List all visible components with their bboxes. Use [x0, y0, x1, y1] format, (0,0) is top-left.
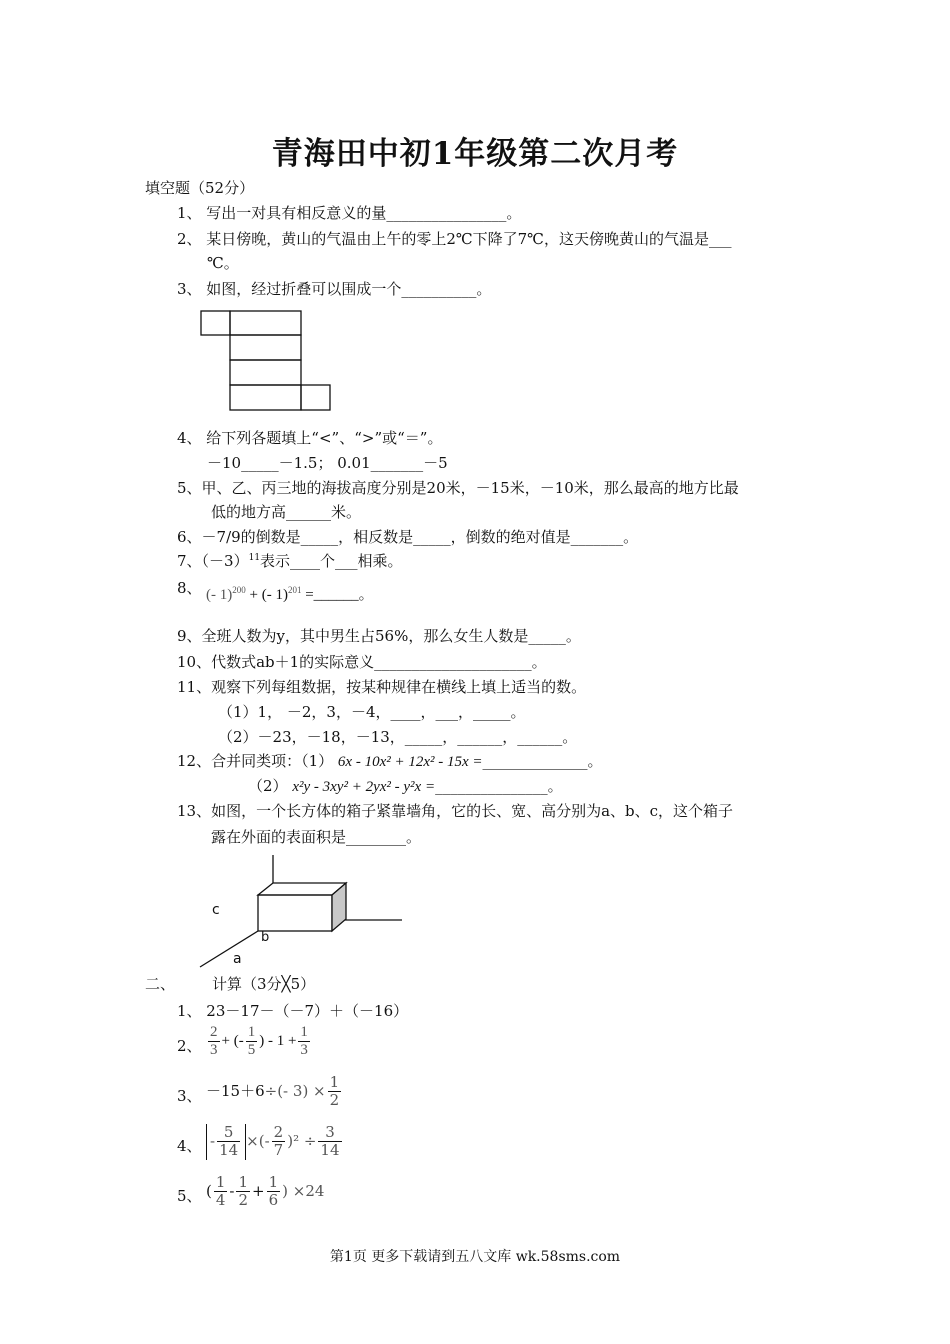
- q8-exp1: 200: [232, 585, 246, 595]
- page-title: 青海田中初1年级第二次月考: [271, 136, 679, 172]
- p2-f2-den: 5: [247, 1042, 256, 1059]
- q12-blank1: ______________。: [482, 752, 603, 770]
- p2-f3-den: 3: [300, 1042, 308, 1059]
- question-7: [177, 550, 403, 571]
- problem-2-label: 2、: [177, 1037, 202, 1055]
- problem-4-label: 4、: [177, 1137, 202, 1155]
- question-13-cont: 露在外面的表面积是________。: [211, 828, 422, 846]
- p5-f2-num: 1: [238, 1173, 249, 1191]
- page-footer: 第1页 更多下载请到五八文库 wk.58sms.com: [329, 1249, 621, 1265]
- p3-mid: ÷(- 3) ×: [264, 1081, 326, 1100]
- p4-post: )² ÷: [287, 1131, 317, 1150]
- q8-tail: =______。: [305, 587, 374, 603]
- p2-f2-num: 1: [246, 1024, 258, 1042]
- question-11: 11、观察下列每组数据，按某种规律在横线上填上适当的数。: [177, 678, 587, 696]
- question-5: 5、甲、乙、丙三地的海拔高度分别是20米，－15米，－10米，那么最高的地方比最: [177, 479, 739, 497]
- question-2-cont: ℃。: [207, 254, 239, 272]
- question-6: 6、－7/9的倒数是_____，相反数是_____，倒数的绝对值是_______。: [177, 528, 639, 546]
- question-8-label: 8、: [177, 579, 202, 597]
- p2-mid1: + (-: [221, 1033, 244, 1050]
- box-corner-diagram: [195, 855, 410, 970]
- p5-f2-den: 2: [238, 1191, 249, 1210]
- q12-blank2: _______________。: [435, 777, 563, 795]
- problem-5-expr: [206, 1174, 324, 1210]
- question-2: 2、 某日傍晚，黄山的气温由上午的零上2℃下降了7℃，这天傍晚黄山的气温是___: [177, 230, 732, 248]
- p2-f3-num: 1: [298, 1024, 310, 1042]
- question-11-part1: （1）1， －2，3，－4，____，___，_____。: [218, 703, 526, 721]
- question-9: 9、全班人数为y，其中男生占56%，那么女生人数是_____。: [177, 627, 581, 645]
- cube-net-diagram: [195, 305, 340, 415]
- question-1: 1、 写出一对具有相反意义的量________________。: [177, 204, 522, 222]
- section2-header: 计算（3分╳5）: [212, 975, 316, 993]
- q7-post: 表示____个___相乘。: [260, 552, 403, 570]
- p3-f-den: 2: [329, 1091, 340, 1110]
- q7-exp: 11: [248, 553, 261, 563]
- problem-5-label: 5、: [177, 1187, 202, 1205]
- p4-f2-num: 2: [273, 1123, 284, 1141]
- q7-pre: 7、（－3）: [177, 552, 249, 570]
- p5-f1-den: 4: [215, 1191, 226, 1210]
- question-3: 3、 如图，经过折叠可以围成一个__________。: [177, 280, 492, 298]
- question-11-part2: （2）－23，－18，－13，_____，______，______。: [218, 728, 578, 746]
- q12-expr1: 6x - 10x² + 12x² - 15x =: [337, 754, 483, 770]
- p4-f1-num: 5: [217, 1124, 240, 1142]
- p5-f3-den: 6: [268, 1191, 279, 1210]
- p5-m2: +: [252, 1181, 265, 1200]
- q12-label2: （2）: [248, 777, 288, 795]
- q8-exp2: 201: [287, 585, 302, 595]
- p2-f1-den: 3: [210, 1042, 218, 1059]
- question-13: 13、如图，一个长方体的箱子紧靠墙角，它的长、宽、高分别为a、b、c，这个箱子: [177, 802, 734, 820]
- problem-3-expr: [206, 1074, 343, 1110]
- p5-f3-num: 1: [268, 1173, 279, 1191]
- question-5-cont: 低的地方高______米。: [211, 503, 362, 521]
- problem-2-expr: [206, 1024, 312, 1060]
- question-12: [177, 750, 603, 771]
- q12-label: 12、合并同类项：（1）: [177, 752, 334, 770]
- p5-f1-num: 1: [215, 1173, 226, 1191]
- question-4-sub: －10_____－1.5； 0.01_______－5: [207, 454, 448, 472]
- p5-m1: -: [229, 1181, 235, 1200]
- section1-header: 填空题（52分）: [145, 179, 255, 197]
- q8-base1: (- 1): [206, 587, 233, 603]
- question-4: 4、 给下列各题填上“<”、“>”或“＝”。: [177, 429, 443, 447]
- problem-4-expr: [206, 1124, 344, 1160]
- p2-f1-num: 2: [208, 1024, 220, 1042]
- p4-mid: ×(-: [246, 1131, 270, 1150]
- question-8-expr: [206, 583, 374, 604]
- p3-f-num: 1: [329, 1073, 340, 1091]
- label-b: b: [261, 930, 270, 945]
- p5-open: (: [206, 1181, 212, 1200]
- section2-number: 二、: [145, 975, 176, 993]
- problem-1: 1、 23－17－（－7）＋（－16）: [177, 1002, 409, 1020]
- label-a: a: [233, 951, 242, 967]
- p4-pre: -: [210, 1131, 216, 1150]
- p4-f1-den: 14: [219, 1141, 239, 1160]
- label-c: c: [212, 902, 220, 918]
- q8-plus: + (- 1): [249, 587, 288, 603]
- p2-mid2: ) - 1 +: [259, 1033, 297, 1050]
- question-10: 10、代数式ab＋1的实际意义_____________________。: [177, 653, 547, 671]
- p4-f3-den: 14: [320, 1141, 340, 1160]
- p4-f3-num: 3: [318, 1124, 341, 1142]
- p4-f2-den: 7: [273, 1141, 284, 1160]
- q12-expr2: x²y - 3xy² + 2yx² - y²x =: [292, 779, 436, 795]
- question-12-part2: [248, 775, 563, 796]
- problem-3-label: 3、: [177, 1087, 202, 1105]
- p5-close: ) ×24: [282, 1181, 325, 1200]
- p3-text: －15＋6: [206, 1081, 265, 1100]
